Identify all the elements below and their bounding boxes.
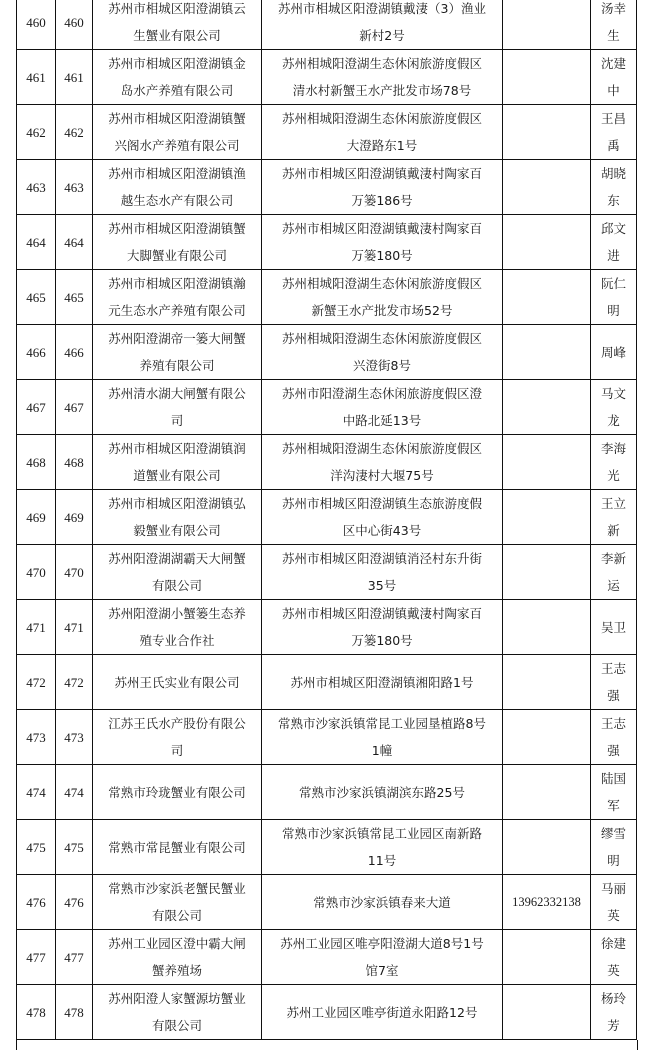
company-name-line: 苏州工业园区澄中霸大闸 (108, 936, 246, 951)
address-cell (262, 765, 503, 820)
no-cell (56, 0, 93, 50)
address-cell (262, 820, 503, 875)
contact-cell (591, 0, 637, 50)
address-line: 万篓180号 (351, 248, 413, 263)
table-row (17, 215, 637, 270)
address-cell (262, 435, 503, 490)
no-cell (56, 655, 93, 710)
record-number: 474 (64, 784, 84, 800)
record-number: 464 (64, 234, 84, 250)
company-name-line: 江苏王氏水产股份有限公 (108, 716, 246, 731)
address-cell (262, 160, 503, 215)
address-line: 11号 (367, 853, 397, 868)
address-cell (262, 50, 503, 105)
phone-cell (503, 380, 591, 435)
seq-cell (17, 765, 56, 820)
table-row (17, 490, 637, 545)
company-name-line: 元生态水产养殖有限公司 (108, 303, 246, 318)
seq-cell (17, 0, 56, 50)
contact-cell (591, 215, 637, 270)
company-name-line: 苏州市相城区阳澄湖镇渔 (108, 166, 246, 181)
table-row (17, 0, 637, 50)
contact-name-line: 强 (607, 688, 620, 703)
phone-cell (503, 0, 591, 50)
contact-cell (591, 160, 637, 215)
contact-name-line: 李新 (600, 551, 626, 566)
record-number: 468 (64, 454, 84, 470)
company-name-line: 有限公司 (151, 908, 202, 923)
table-row (17, 270, 637, 325)
seq-number: 463 (26, 179, 46, 195)
address-line: 苏州市相城区阳澄湖镇生态旅游度假 (281, 496, 482, 511)
seq-number: 470 (26, 564, 46, 580)
company-name-line: 苏州阳澄湖小蟹篓生态养 (108, 606, 246, 621)
address-line: 新村2号 (359, 28, 405, 43)
company-cell (93, 160, 262, 215)
seq-cell (17, 50, 56, 105)
table-row (17, 820, 637, 875)
company-name-line: 兴阁水产养殖有限公司 (114, 138, 240, 153)
contact-name-line: 邱文 (600, 221, 626, 236)
record-number: 470 (64, 564, 84, 580)
address-line: 大澄路东1号 (346, 138, 418, 153)
table-row (17, 545, 637, 600)
no-cell (56, 820, 93, 875)
address-line: 兴澄街8号 (353, 358, 411, 373)
contact-cell (591, 930, 637, 985)
record-number: 469 (64, 509, 84, 525)
company-name-line: 道蟹业有限公司 (133, 468, 221, 483)
no-cell (56, 765, 93, 820)
company-name-line: 苏州阳澄人家蟹源坊蟹业 (108, 991, 246, 1006)
next-row-stub (16, 1040, 638, 1050)
contact-name-line: 王志 (600, 661, 626, 676)
seq-number: 464 (26, 234, 46, 250)
address-line: 清水村新蟹王水产批发市场78号 (292, 83, 472, 98)
address-line: 苏州市相城区阳澄湖镇消泾村东升街 (281, 551, 482, 566)
contact-name-line: 杨玲 (600, 991, 626, 1006)
seq-cell (17, 160, 56, 215)
company-name-line: 殖专业合作社 (139, 633, 215, 648)
address-line: 万篓186号 (351, 193, 413, 208)
address-cell (262, 325, 503, 380)
phone-cell (503, 160, 591, 215)
address-line: 中路北延13号 (342, 413, 422, 428)
table-row (17, 105, 637, 160)
company-cell (93, 545, 262, 600)
contact-name-line: 新 (607, 523, 620, 538)
no-cell (56, 50, 93, 105)
record-number: 466 (64, 344, 84, 360)
contact-name-line: 马文 (600, 386, 626, 401)
contact-cell (591, 380, 637, 435)
address-cell (262, 545, 503, 600)
table-row (17, 50, 637, 105)
address-line: 1幢 (371, 743, 393, 758)
address-line: 苏州市阳澄湖生态休闲旅游度假区澄 (281, 386, 482, 401)
contact-cell (591, 545, 637, 600)
record-number: 478 (64, 1004, 84, 1020)
company-name-line: 生蟹业有限公司 (133, 28, 221, 43)
seq-cell (17, 655, 56, 710)
company-cell (93, 930, 262, 985)
company-name-line: 苏州市相城区阳澄湖镇蟹 (108, 111, 246, 126)
record-number: 476 (64, 894, 84, 910)
company-cell (93, 985, 262, 1040)
seq-cell (17, 545, 56, 600)
address-line: 万篓180号 (351, 633, 413, 648)
seq-cell (17, 600, 56, 655)
company-name-line: 大脚蟹业有限公司 (126, 248, 227, 263)
address-cell (262, 380, 503, 435)
contact-cell (591, 655, 637, 710)
company-name-line: 苏州清水湖大闸蟹有限公 (108, 386, 246, 401)
contact-cell (591, 710, 637, 765)
address-line: 苏州市相城区阳澄湖镇戴淒（3）渔业 (278, 1, 486, 16)
phone-cell (503, 270, 591, 325)
phone-cell (503, 215, 591, 270)
seq-number: 475 (26, 839, 46, 855)
contact-name-line: 李海 (600, 441, 626, 456)
address-cell (262, 930, 503, 985)
company-cell (93, 435, 262, 490)
contact-name-line: 胡晓 (600, 166, 626, 181)
contact-cell (591, 600, 637, 655)
seq-cell (17, 820, 56, 875)
seq-number: 471 (26, 619, 46, 635)
contact-name-line: 光 (607, 468, 620, 483)
seq-number: 465 (26, 289, 46, 305)
phone-cell (503, 875, 591, 930)
contact-name-line: 运 (607, 578, 620, 593)
company-name-line: 苏州阳澄湖湖霸天大闸蟹 (108, 551, 246, 566)
contact-name-line: 禹 (607, 138, 620, 153)
contact-cell (591, 270, 637, 325)
company-cell (93, 600, 262, 655)
address-line: 苏州相城阳澄湖生态休闲旅游度假区 (281, 56, 482, 71)
contact-cell (591, 765, 637, 820)
seq-cell (17, 215, 56, 270)
no-cell (56, 380, 93, 435)
no-cell (56, 545, 93, 600)
table-row (17, 710, 637, 765)
contact-name-line: 东 (607, 193, 620, 208)
crab-enterprise-table (16, 0, 637, 1040)
contact-name-line: 强 (607, 743, 620, 758)
seq-number: 477 (26, 949, 46, 965)
record-number: 471 (64, 619, 84, 635)
no-cell (56, 435, 93, 490)
contact-name-line: 沈建 (600, 56, 626, 71)
phone-cell (503, 325, 591, 380)
address-line: 苏州相城阳澄湖生态休闲旅游度假区 (281, 441, 482, 456)
contact-name-line: 明 (607, 303, 620, 318)
no-cell (56, 105, 93, 160)
company-name-line: 养殖有限公司 (139, 358, 215, 373)
seq-number: 476 (26, 894, 46, 910)
contact-name-line: 王昌 (600, 111, 626, 126)
seq-number: 460 (26, 14, 46, 30)
record-number: 465 (64, 289, 84, 305)
contact-name-line: 中 (607, 83, 620, 98)
address-line: 常熟市沙家浜镇常昆工业园区南新路 (281, 826, 482, 841)
no-cell (56, 930, 93, 985)
address-cell (262, 215, 503, 270)
company-name-line: 苏州市相城区阳澄湖镇云 (108, 1, 246, 16)
address-line: 35号 (367, 578, 397, 593)
phone-cell (503, 435, 591, 490)
phone-cell (503, 820, 591, 875)
address-line: 苏州市相城区阳澄湖镇湘阳路1号 (290, 674, 474, 690)
contact-name-line: 缪雪 (600, 826, 626, 841)
contact-name-line: 生 (607, 28, 620, 43)
no-cell (56, 710, 93, 765)
table-body (17, 0, 637, 1040)
contact-name-line: 吴卫 (600, 619, 626, 635)
company-cell (93, 0, 262, 50)
contact-cell (591, 490, 637, 545)
record-number: 463 (64, 179, 84, 195)
contact-name-line: 阮仁 (600, 276, 626, 291)
record-number: 475 (64, 839, 84, 855)
address-line: 洋沟淒村大堰75号 (330, 468, 434, 483)
contact-name-line: 徐建 (600, 936, 626, 951)
record-number: 477 (64, 949, 84, 965)
seq-cell (17, 325, 56, 380)
phone-cell (503, 600, 591, 655)
record-number: 462 (64, 124, 84, 140)
contact-cell (591, 820, 637, 875)
table-row (17, 875, 637, 930)
address-line: 苏州工业园区唯亭街道永阳路12号 (286, 1004, 478, 1020)
no-cell (56, 215, 93, 270)
address-cell (262, 875, 503, 930)
table-row (17, 435, 637, 490)
seq-cell (17, 435, 56, 490)
address-line: 馆7室 (365, 963, 399, 978)
seq-number: 467 (26, 399, 46, 415)
record-number: 473 (64, 729, 84, 745)
seq-cell (17, 270, 56, 325)
address-cell (262, 490, 503, 545)
seq-number: 472 (26, 674, 46, 690)
company-name-line: 苏州市相城区阳澄湖镇润 (108, 441, 246, 456)
contact-cell (591, 985, 637, 1040)
address-line: 区中心街43号 (342, 523, 422, 538)
phone-cell (503, 985, 591, 1040)
contact-name-line: 陆国 (600, 771, 626, 786)
company-name-line: 常熟市常昆蟹业有限公司 (108, 839, 246, 855)
seq-number: 468 (26, 454, 46, 470)
company-name-line: 司 (170, 413, 184, 428)
company-name-line: 毅蟹业有限公司 (133, 523, 221, 538)
phone-cell (503, 50, 591, 105)
company-name-line: 苏州市相城区阳澄湖镇蟹 (108, 221, 246, 236)
address-cell (262, 0, 503, 50)
contact-name-line: 芳 (607, 1018, 620, 1033)
no-cell (56, 325, 93, 380)
address-line: 苏州相城阳澄湖生态休闲旅游度假区 (281, 331, 482, 346)
company-cell (93, 380, 262, 435)
contact-name-line: 英 (607, 963, 620, 978)
address-line: 常熟市沙家浜镇春来大道 (313, 894, 451, 910)
phone-cell (503, 105, 591, 160)
address-line: 常熟市沙家浜镇常昆工业园垦植路8号 (278, 716, 486, 731)
phone-cell (503, 930, 591, 985)
contact-name-line: 周峰 (600, 344, 626, 360)
seq-number: 473 (26, 729, 46, 745)
company-cell (93, 875, 262, 930)
seq-cell (17, 105, 56, 160)
contact-name-line: 进 (607, 248, 620, 263)
company-cell (93, 655, 262, 710)
seq-number: 469 (26, 509, 46, 525)
contact-cell (591, 325, 637, 380)
contact-name-line: 龙 (607, 413, 620, 428)
contact-cell (591, 875, 637, 930)
address-line: 常熟市沙家浜镇湖滨东路25号 (299, 784, 465, 800)
address-cell (262, 105, 503, 160)
phone-cell (503, 710, 591, 765)
contact-name-line: 王志 (600, 716, 626, 731)
company-name-line: 岛水产养殖有限公司 (120, 83, 234, 98)
crab-enterprise-table-wrapper (16, 0, 638, 1050)
seq-cell (17, 710, 56, 765)
company-name-line: 苏州市相城区阳澄湖镇瀚 (108, 276, 246, 291)
seq-cell (17, 985, 56, 1040)
contact-name-line: 明 (607, 853, 620, 868)
contact-name-line: 汤幸 (600, 1, 626, 16)
no-cell (56, 490, 93, 545)
address-cell (262, 600, 503, 655)
record-number: 460 (64, 14, 84, 30)
phone-cell (503, 765, 591, 820)
seq-cell (17, 930, 56, 985)
company-cell (93, 820, 262, 875)
seq-number: 462 (26, 124, 46, 140)
contact-name-line: 王立 (600, 496, 626, 511)
contact-name-line: 军 (607, 798, 620, 813)
phone-cell (503, 490, 591, 545)
seq-cell (17, 380, 56, 435)
address-line: 苏州相城阳澄湖生态休闲旅游度假区 (281, 276, 482, 291)
company-name-line: 有限公司 (151, 1018, 202, 1033)
address-line: 苏州市相城区阳澄湖镇戴淒村陶家百 (281, 166, 482, 181)
company-name-line: 苏州王氏实业有限公司 (114, 674, 240, 690)
company-cell (93, 105, 262, 160)
address-line: 苏州市相城区阳澄湖镇戴淒村陶家百 (281, 606, 482, 621)
seq-number: 474 (26, 784, 46, 800)
address-line: 苏州工业园区唯亭阳澄湖大道8号1号 (280, 936, 484, 951)
record-number: 461 (64, 69, 84, 85)
company-name-line: 苏州市相城区阳澄湖镇金 (108, 56, 246, 71)
company-name-line: 苏州市相城区阳澄湖镇弘 (108, 496, 246, 511)
company-cell (93, 490, 262, 545)
company-cell (93, 765, 262, 820)
company-name-line: 常熟市玲珑蟹业有限公司 (108, 784, 246, 800)
table-row (17, 930, 637, 985)
company-cell (93, 270, 262, 325)
company-name-line: 司 (170, 743, 184, 758)
address-line: 苏州相城阳澄湖生态休闲旅游度假区 (281, 111, 482, 126)
seq-number: 478 (26, 1004, 46, 1020)
address-cell (262, 710, 503, 765)
seq-cell (17, 490, 56, 545)
no-cell (56, 875, 93, 930)
seq-number: 461 (26, 69, 46, 85)
no-cell (56, 985, 93, 1040)
seq-number: 466 (26, 344, 46, 360)
company-name-line: 苏州阳澄湖帝一篓大闸蟹 (108, 331, 246, 346)
company-name-line: 越生态水产有限公司 (120, 193, 234, 208)
company-cell (93, 215, 262, 270)
contact-cell (591, 105, 637, 160)
phone-number: 13962332138 (512, 894, 581, 909)
address-cell (262, 985, 503, 1040)
company-cell (93, 50, 262, 105)
contact-name-line: 马丽 (600, 881, 626, 896)
record-number: 467 (64, 399, 84, 415)
address-line: 苏州市相城区阳澄湖镇戴淒村陶家百 (281, 221, 482, 236)
table-row (17, 985, 637, 1040)
company-cell (93, 325, 262, 380)
table-row (17, 655, 637, 710)
no-cell (56, 160, 93, 215)
phone-cell (503, 545, 591, 600)
seq-cell (17, 875, 56, 930)
table-row (17, 380, 637, 435)
table-row (17, 160, 637, 215)
table-row (17, 325, 637, 380)
no-cell (56, 600, 93, 655)
company-cell (93, 710, 262, 765)
record-number: 472 (64, 674, 84, 690)
address-line: 新蟹王水产批发市场52号 (311, 303, 453, 318)
address-cell (262, 270, 503, 325)
contact-name-line: 英 (607, 908, 620, 923)
phone-cell (503, 655, 591, 710)
table-row (17, 765, 637, 820)
company-name-line: 蟹养殖场 (151, 963, 202, 978)
company-name-line: 常熟市沙家浜老蟹民蟹业 (108, 881, 246, 896)
table-row (17, 600, 637, 655)
address-cell (262, 655, 503, 710)
no-cell (56, 270, 93, 325)
contact-cell (591, 50, 637, 105)
company-name-line: 有限公司 (151, 578, 202, 593)
contact-cell (591, 435, 637, 490)
